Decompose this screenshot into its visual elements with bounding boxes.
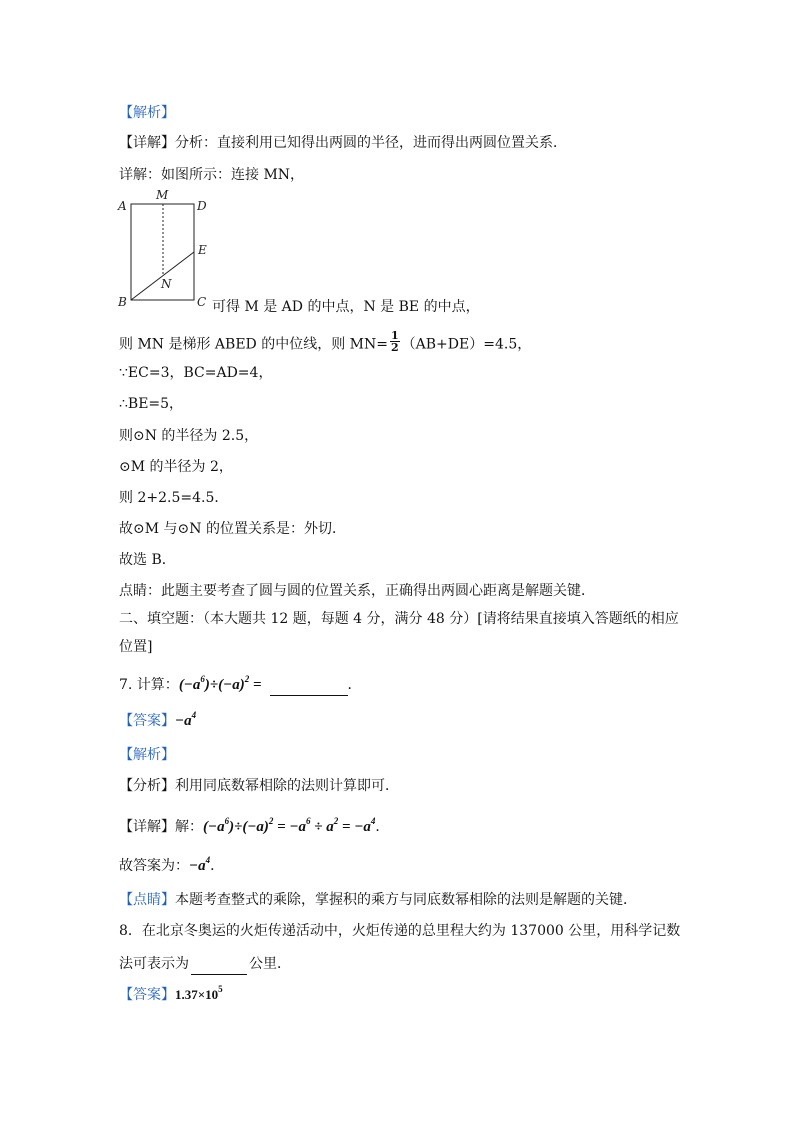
q8-answer-label: 【答案】: [119, 987, 175, 1003]
geometry-figure: [115, 186, 215, 316]
q7-detail-exp-4: 4: [370, 816, 376, 826]
q7-final-base: −a: [189, 858, 206, 874]
label-d: D: [197, 199, 207, 213]
midline-line: [119, 329, 532, 356]
q7-detail-exp-2: 2: [268, 816, 274, 826]
q7-detail-exp-2b: 2: [333, 816, 339, 826]
q7-detail-line: [119, 817, 389, 838]
q7-detail-part-d: ÷ a: [310, 819, 334, 835]
label-e: E: [198, 243, 207, 257]
q7-detail-exp-6b: 6: [306, 816, 311, 826]
q8-answer-base: 1.37×10: [175, 987, 219, 1002]
q7-expr-part-b: )÷(−a): [204, 677, 245, 693]
q7-expr-part-c: =: [249, 677, 262, 693]
q7-answer-value: [175, 710, 197, 729]
q7-answer-blank[interactable]: [270, 675, 348, 696]
fraction-denominator: 2: [391, 341, 399, 354]
after-figure-text: 可得 M 是 AD 的中点，N 是 BE 的中点，: [212, 299, 480, 315]
label-c: C: [197, 295, 207, 309]
detail-line-2: 详解：如图所示：连接 MN，: [119, 167, 305, 183]
q8-line-1: 8．在北京冬奥运的火炬传递活动中，火炬传递的总里程大约为 137000 公里，用科学记数: [119, 923, 681, 939]
q8-line-2-prefix: 法可表示为: [119, 956, 189, 972]
q7-detail-part-b: )÷(−a): [229, 819, 269, 835]
detail-line-1: 【详解】分析：直接利用已知得出两圆的半径，进而得出两圆位置关系．: [119, 135, 567, 151]
q7-final-line: [119, 856, 224, 877]
q8-answer-value: [175, 984, 223, 1002]
q8-line-2: [119, 954, 291, 975]
comment-line-q6: 点睛：此题主要考查了圆与圆的位置关系，正确得出两圆心距离是解题关键．: [119, 583, 595, 599]
q7-final-end: ．: [210, 858, 225, 874]
q7-answer-label: 【答案】: [119, 713, 175, 729]
label-a: A: [118, 199, 127, 213]
q7-answer-line: [119, 711, 196, 732]
q8-answer-blank[interactable]: [191, 954, 247, 975]
section-title-line-1: 二、填空题：（本大题共 12 题，每题 4 分，满分 48 分）[请将结果直接填入答题纸的相应: [119, 611, 679, 627]
q7-end: ．: [347, 677, 362, 693]
segment-be: [131, 252, 194, 300]
midline-prefix: 则 MN 是梯形 ABED 的中位线，则 MN=: [119, 336, 388, 353]
q7-detail-expression: [203, 816, 376, 835]
radius-m-line: ⊙M 的半径为 2，: [119, 459, 233, 475]
q7-detail-part-e: = −a: [338, 819, 371, 835]
q7-question: [119, 675, 362, 696]
relation-line: 故⊙M 与⊙N 的位置关系是：外切．: [119, 521, 346, 537]
q7-expr-part-a: (−a: [178, 677, 201, 693]
q7-comment-line: [119, 890, 637, 910]
q7-final-prefix: 故答案为：: [119, 858, 189, 874]
q7-final-exp: 4: [205, 855, 211, 865]
fraction-one-half: [390, 330, 400, 353]
q7-answer-base: −a: [175, 713, 192, 729]
q7-comment-text: 本题考查整式的乘除，掌握积的乘方与同底数幂相除的法则是解题的关键．: [175, 892, 637, 908]
q7-detail-exp-6: 6: [224, 816, 230, 826]
q8-line-2-suffix: 公里．: [249, 956, 291, 972]
because-line: ∵EC=3，BC=AD=4，: [119, 365, 273, 381]
q7-detail-end: ．: [375, 819, 390, 835]
q7-exp-2: 2: [244, 674, 250, 684]
q7-exp-6: 6: [200, 674, 205, 684]
q7-detail-part-a: (−a: [203, 819, 225, 835]
fraction-numerator: 1: [391, 329, 399, 342]
q8-answer-exp: 5: [218, 984, 223, 994]
q7-detail-part-c: = −a: [273, 819, 307, 835]
label-m: M: [156, 188, 169, 202]
radius-n-line: 则⊙N 的半径为 2.5，: [119, 428, 259, 444]
q7-answer-exp: 4: [191, 710, 197, 720]
q7-analysis-label: 【解析】: [119, 747, 175, 763]
midline-suffix: （AB+DE）=4.5，: [401, 336, 532, 353]
q7-detail-prefix: 【详解】解：: [119, 819, 203, 835]
therefore-line: ∴BE=5，: [119, 396, 184, 412]
analysis-label: 【解析】: [119, 105, 175, 121]
q7-comment-label: 【点睛】: [119, 892, 175, 908]
q7-prefix: 7. 计算：: [119, 677, 179, 693]
q8-answer-line: [119, 985, 223, 1006]
q7-expression: [178, 674, 262, 693]
choose-line: 故选 B．: [119, 552, 176, 568]
q7-final-value: [189, 855, 211, 874]
label-b: B: [118, 295, 127, 309]
sum-line: 则 2+2.5=4.5．: [119, 490, 229, 506]
label-n: N: [161, 277, 172, 291]
section-title-line-2: 位置]: [119, 639, 153, 655]
q7-analysis-text: 【分析】利用同底数幂相除的法则计算即可．: [119, 778, 399, 794]
